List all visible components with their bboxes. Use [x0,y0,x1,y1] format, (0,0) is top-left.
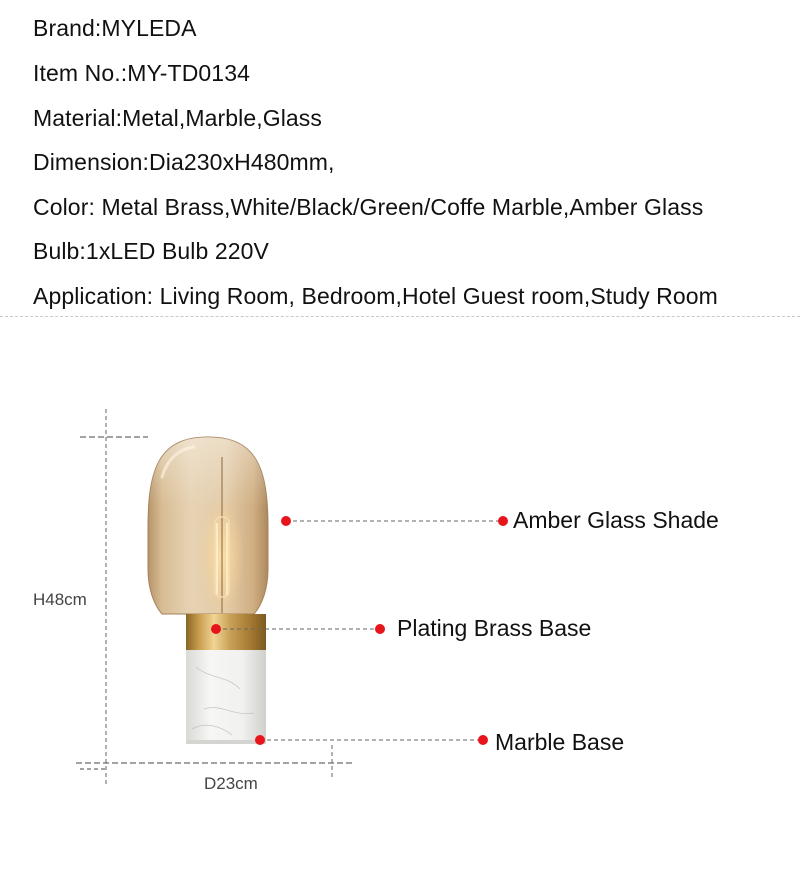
callout-label-shade: Amber Glass Shade [513,507,719,533]
callout-dot-brass-label [375,624,385,634]
diameter-label: D23cm [204,774,258,793]
lamp-diagram [0,317,800,886]
amber-glass-shade [148,437,268,617]
callout-label-brass: Plating Brass Base [397,615,592,641]
callout-dot-brass [211,624,221,634]
height-label: H48cm [33,590,87,609]
spec-item-no: Item No.:MY-TD0134 [33,60,250,86]
spec-color: Color: Metal Brass,White/Black/Green/Coffe Marble,Amber Glass [33,194,704,220]
spec-bulb: Bulb:1xLED Bulb 220V [33,238,269,264]
plating-brass-base [186,614,266,650]
callout-dot-marble-label [478,735,488,745]
marble-base [186,650,266,744]
spec-application: Application: Living Room, Bedroom,Hotel Guest room,Study Room [33,283,718,309]
lamp-illustration [0,317,800,886]
spec-dimension: Dimension:Dia230xH480mm, [33,149,335,175]
spec-brand: Brand:MYLEDA [33,15,197,41]
spec-material: Material:Metal,Marble,Glass [33,105,323,131]
callout-dot-shade [281,516,291,526]
callout-label-marble: Marble Base [495,729,625,755]
callout-dot-marble [255,735,265,745]
callout-dot-shade-label [498,516,508,526]
